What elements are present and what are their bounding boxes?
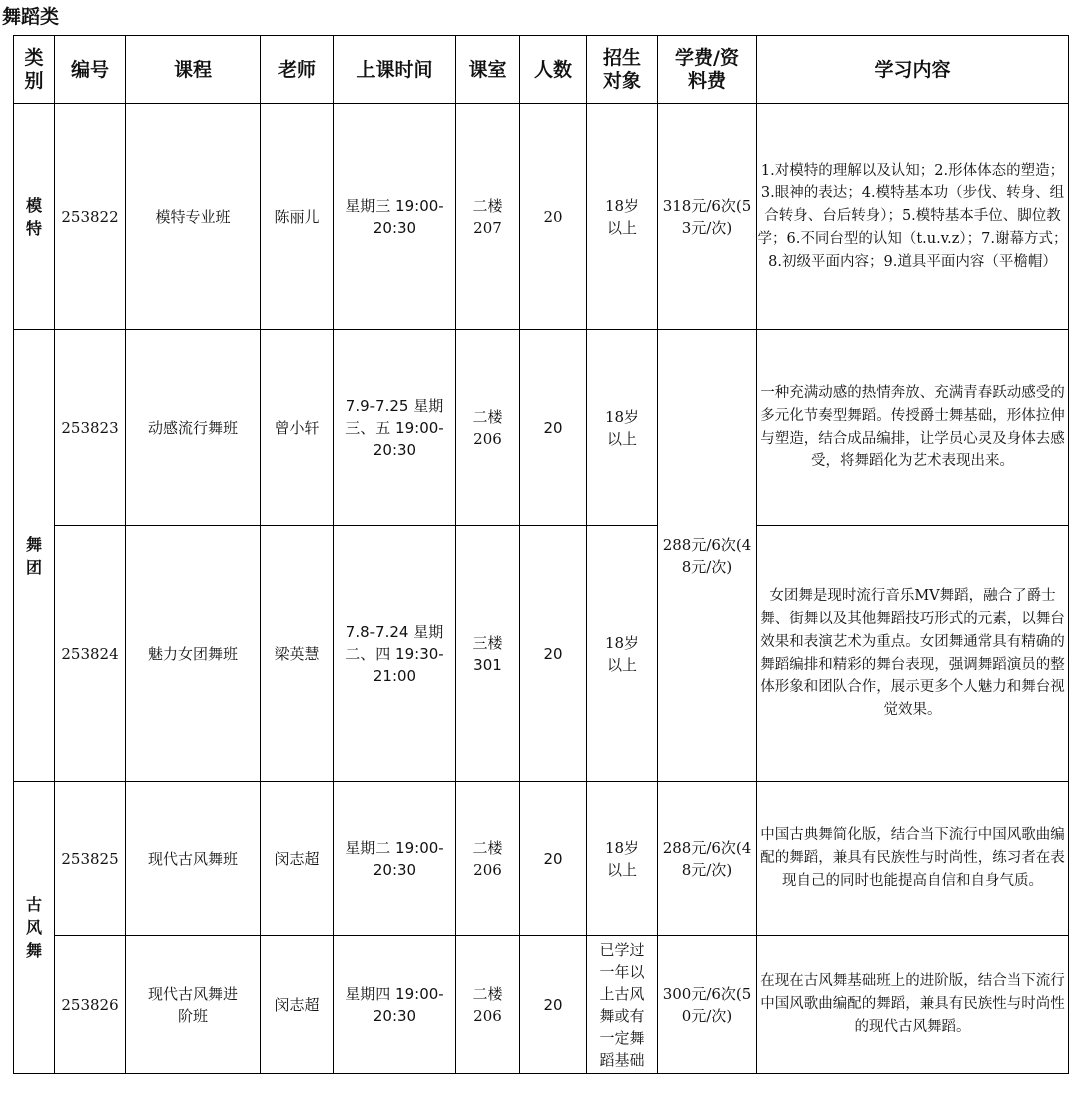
- course-code: 253823: [55, 330, 126, 526]
- header-target: 招生对象: [587, 36, 658, 104]
- header-row: [14, 36, 1069, 104]
- learning-content: 在现在古风舞基础班上的进阶版，结合当下流行中国风歌曲编配的舞蹈，兼具有民族性与时尚性的现代古风舞蹈。: [757, 936, 1069, 1074]
- course-name: 现代古风舞进阶班: [126, 936, 261, 1074]
- class-time: 7.9-7.25 星期三、五 19:00-20:30: [334, 330, 456, 526]
- course-name: 模特专业班: [126, 104, 261, 330]
- table-row: [14, 526, 1069, 782]
- capacity: 20: [520, 782, 587, 936]
- tuition-fee: 318元/6次(53元/次): [658, 104, 757, 330]
- learning-content: 一种充满动感的热情奔放、充满青春跃动感受的多元化节奏型舞蹈。传授爵士舞基础，形体拉伸与塑造，结合成品编排，让学员心灵及身体去感受，将舞蹈化为艺术表现出来。: [757, 330, 1069, 526]
- course-code: 253826: [55, 936, 126, 1074]
- course-code: 253824: [55, 526, 126, 782]
- target-students: 18岁以上: [587, 104, 658, 330]
- course-table: [13, 35, 1069, 1074]
- course-code: 253822: [55, 104, 126, 330]
- capacity: 20: [520, 526, 587, 782]
- classroom: 二楼207: [456, 104, 520, 330]
- course-name: 动感流行舞班: [126, 330, 261, 526]
- target-students: 18岁以上: [587, 330, 658, 526]
- category-ancient-dance: 古风舞: [14, 782, 55, 1074]
- classroom: 二楼206: [456, 330, 520, 526]
- class-time: 星期三 19:00-20:30: [334, 104, 456, 330]
- class-time: 星期四 19:00-20:30: [334, 936, 456, 1074]
- capacity: 20: [520, 104, 587, 330]
- category-dance-team: 舞团: [14, 330, 55, 782]
- learning-content: 1.对模特的理解以及认知；2.形体体态的塑造；3.眼神的表达；4.模特基本功（步伐、转身、组合转身、台后转身）；5.模特基本手位、脚位教学；6.不同台型的认知（t.u.v.z）；7.谢幕方式；8.初级平面内容；9.道具平面内容（平檐帽）: [757, 104, 1069, 330]
- page-title: 舞蹈类: [2, 6, 60, 28]
- header-time: 上课时间: [334, 36, 456, 104]
- teacher-name: 陈丽儿: [261, 104, 334, 330]
- course-name: 魅力女团舞班: [126, 526, 261, 782]
- table-row: [14, 936, 1069, 1074]
- header-content: 学习内容: [757, 36, 1069, 104]
- tuition-fee: 288元/6次(48元/次): [658, 782, 757, 936]
- header-room: 课室: [456, 36, 520, 104]
- header-category: 类别: [14, 36, 55, 104]
- target-students: 18岁以上: [587, 782, 658, 936]
- course-name: 现代古风舞班: [126, 782, 261, 936]
- target-students: 已学过一年以上古风舞或有一定舞蹈基础: [587, 936, 658, 1074]
- classroom: 三楼301: [456, 526, 520, 782]
- table-row: [14, 330, 1069, 526]
- classroom: 二楼206: [456, 782, 520, 936]
- header-course: 课程: [126, 36, 261, 104]
- header-teacher: 老师: [261, 36, 334, 104]
- learning-content: 女团舞是现时流行音乐MV舞蹈，融合了爵士舞、街舞以及其他舞蹈技巧形式的元素，以舞台效果和表演艺术为重点。女团舞通常具有精确的舞蹈编排和精彩的舞台表现，强调舞蹈演员的整体形象和团队合作，展示更多个人魅力和舞台视觉效果。: [757, 526, 1069, 782]
- teacher-name: 曾小轩: [261, 330, 334, 526]
- capacity: 20: [520, 936, 587, 1074]
- table-row: [14, 782, 1069, 936]
- table-row: [14, 104, 1069, 330]
- header-code: 编号: [55, 36, 126, 104]
- category-model: 模特: [14, 104, 55, 330]
- class-time: 星期二 19:00-20:30: [334, 782, 456, 936]
- class-time: 7.8-7.24 星期二、四 19:30-21:00: [334, 526, 456, 782]
- teacher-name: 闵志超: [261, 782, 334, 936]
- target-students: 18岁以上: [587, 526, 658, 782]
- capacity: 20: [520, 330, 587, 526]
- tuition-fee: 300元/6次(50元/次): [658, 936, 757, 1074]
- teacher-name: 梁英慧: [261, 526, 334, 782]
- header-count: 人数: [520, 36, 587, 104]
- header-fee: 学费/资料费: [658, 36, 757, 104]
- classroom: 二楼206: [456, 936, 520, 1074]
- teacher-name: 闵志超: [261, 936, 334, 1074]
- course-code: 253825: [55, 782, 126, 936]
- tuition-fee: 288元/6次(48元/次): [658, 330, 757, 782]
- learning-content: 中国古典舞简化版，结合当下流行中国风歌曲编配的舞蹈，兼具有民族性与时尚性，练习者在表现自己的同时也能提高自信和自身气质。: [757, 782, 1069, 936]
